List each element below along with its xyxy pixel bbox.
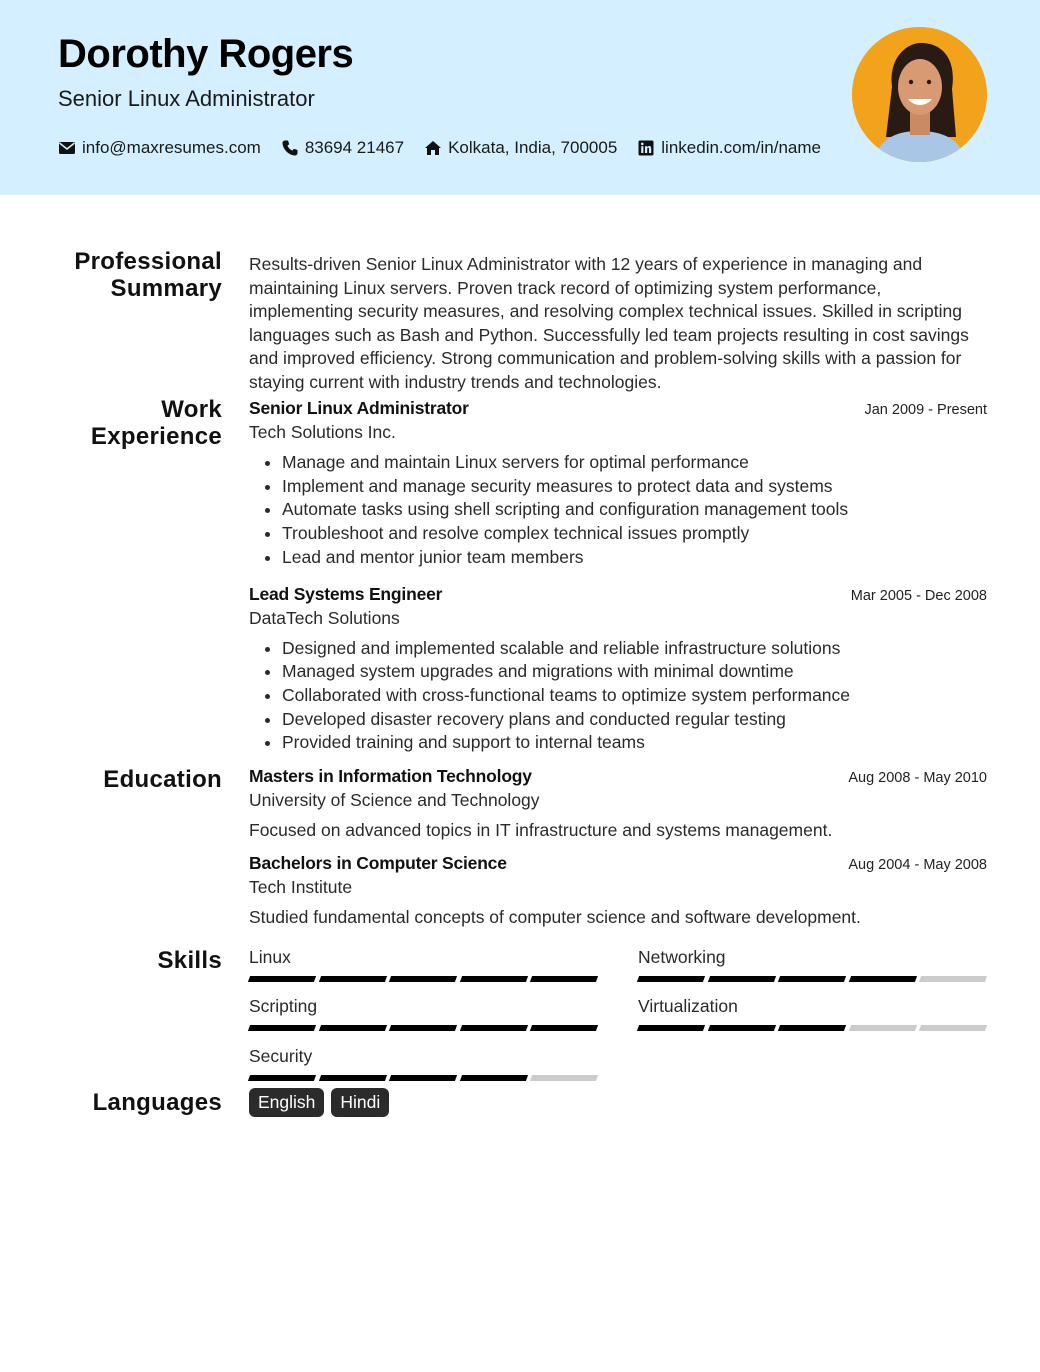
- skill-item: [249, 1046, 597, 1081]
- school-name: University of Science and Technology: [249, 790, 540, 810]
- skill-name: Networking: [638, 947, 726, 967]
- job-bullet: • Developed disaster recovery plans and conducted regular testing: [282, 708, 987, 732]
- resume-header: [0, 0, 1040, 195]
- language-badge: Hindi: [331, 1088, 389, 1117]
- skill-level-segment: [460, 976, 528, 982]
- skill-item: [249, 947, 597, 982]
- home-icon: [424, 139, 442, 157]
- job-entry: [249, 398, 987, 570]
- phone-icon: [281, 139, 299, 157]
- job-date: Mar 2005 - Dec 2008: [850, 587, 987, 604]
- skill-level-segment: [530, 1025, 598, 1031]
- contact-linkedin[interactable]: [637, 138, 821, 158]
- skill-level-bar: [249, 976, 597, 982]
- job-bullet: • Implement and manage security measures to protect data and systems: [282, 475, 987, 499]
- languages-heading: Languages: [92, 1089, 222, 1116]
- candidate-name: Dorothy Rogers: [58, 32, 354, 76]
- summary-heading-line1: Professional: [74, 248, 222, 275]
- skill-level-segment: [919, 976, 987, 982]
- profile-photo: [852, 27, 987, 162]
- skill-level-bar: [249, 1025, 597, 1031]
- job-date: Jan 2009 - Present: [864, 402, 987, 418]
- job-bullet: • Automate tasks using shell scripting and configuration management tools: [282, 498, 987, 522]
- degree-title: Bachelors in Computer Science: [249, 853, 507, 873]
- summary-heading: [22, 248, 222, 302]
- skill-level-segment: [319, 1075, 387, 1081]
- school-name: Tech Institute: [249, 877, 353, 897]
- education-heading: Education: [103, 766, 222, 793]
- contact-location: [424, 138, 617, 158]
- skill-level-segment: [389, 1025, 457, 1031]
- contact-email[interactable]: [58, 138, 261, 158]
- work-heading: [22, 396, 222, 450]
- skill-level-segment: [389, 1075, 457, 1081]
- skill-level-segment: [460, 1025, 528, 1031]
- education-entry: [249, 766, 987, 841]
- skill-item: [638, 947, 986, 982]
- education-date: Aug 2004 - May 2008: [848, 857, 987, 873]
- education-date: Aug 2008 - May 2010: [848, 770, 987, 786]
- job-bullet: • Lead and mentor junior team members: [282, 546, 987, 570]
- avatar: [852, 27, 987, 162]
- skill-name: Scripting: [249, 996, 318, 1016]
- skill-level-bar: [249, 1075, 597, 1081]
- skill-level-segment: [708, 1025, 776, 1031]
- education-entry: [249, 853, 987, 928]
- skill-name: Linux: [249, 947, 291, 967]
- job-bullet: • Manage and maintain Linux servers for optimal performance: [282, 451, 987, 475]
- skills-heading: Skills: [157, 947, 222, 974]
- skill-level-segment: [637, 1025, 705, 1031]
- skill-level-segment: [919, 1025, 987, 1031]
- skill-level-segment: [319, 976, 387, 982]
- envelope-icon: [58, 139, 76, 157]
- skill-level-bar: [638, 1025, 986, 1031]
- job-company: Tech Solutions Inc.: [249, 422, 396, 442]
- skill-level-segment: [530, 1075, 598, 1081]
- candidate-title: Senior Linux Administrator: [58, 86, 315, 111]
- skill-level-segment: [778, 1025, 846, 1031]
- job-bullet: • Troubleshoot and resolve complex technical issues promptly: [282, 522, 987, 546]
- job-entry: [249, 584, 987, 756]
- skill-level-segment: [319, 1025, 387, 1031]
- skill-level-segment: [460, 1075, 528, 1081]
- skill-level-segment: [708, 976, 776, 982]
- skill-level-segment: [637, 976, 705, 982]
- job-bullet: • Managed system upgrades and migrations with minimal downtime: [282, 660, 987, 684]
- skill-item: [249, 996, 597, 1031]
- skill-level-bar: [638, 976, 986, 982]
- contact-location-text: Kolkata, India, 700005: [448, 138, 618, 157]
- summary-text: Results-driven Senior Linux Administrator with 12 years of experience in managing and maintaining Linux servers. Proven track record of optimizing system performance, implementing security measures, and resolving complex technical issues. Skilled in scripting languages such as Bash and Python. Successfully led team projects resulting in cost savings and improved efficiency. Strong communication and problem-solving skills with a passion for staying current with industry trends and technologies.: [249, 254, 969, 392]
- degree-title: Masters in Information Technology: [249, 766, 532, 786]
- skill-level-segment: [778, 976, 846, 982]
- language-list: [249, 1088, 987, 1117]
- skill-level-segment: [248, 976, 316, 982]
- job-bullet: • Provided training and support to internal teams: [282, 731, 987, 755]
- job-company: DataTech Solutions: [249, 607, 400, 628]
- skill-level-segment: [248, 1075, 316, 1081]
- contact-email-text: info@maxresumes.com: [82, 138, 261, 157]
- contact-linkedin-text: linkedin.com/in/name: [661, 138, 821, 157]
- language-badge: English: [249, 1088, 324, 1117]
- skill-level-segment: [849, 976, 917, 982]
- skill-level-segment: [248, 1025, 316, 1031]
- linkedin-icon: [637, 139, 655, 157]
- contact-phone-text: 83694 21467: [304, 138, 405, 157]
- skills-grid: [249, 947, 987, 1087]
- education-description: Studied fundamental concepts of computer science and software development.: [249, 907, 861, 927]
- skill-level-segment: [530, 976, 598, 982]
- job-bullet: • Designed and implemented scalable and reliable infrastructure solutions: [282, 637, 987, 661]
- contact-phone[interactable]: [281, 138, 404, 158]
- job-bullets: [249, 637, 987, 756]
- job-bullet: • Collaborated with cross-functional teams to optimize system performance: [282, 684, 987, 708]
- skill-name: Security: [249, 1046, 313, 1066]
- job-bullets: [249, 451, 987, 570]
- work-heading-line2: Experience: [90, 423, 222, 450]
- contact-list: [58, 138, 821, 158]
- skill-name: Virtualization: [638, 996, 738, 1016]
- skill-level-segment: [389, 976, 457, 982]
- skill-level-segment: [849, 1025, 917, 1031]
- work-heading-line1: Work: [161, 396, 222, 423]
- job-title: Senior Linux Administrator: [249, 398, 469, 418]
- job-title: Lead Systems Engineer: [249, 583, 443, 604]
- education-description: Focused on advanced topics in IT infrastructure and systems management.: [249, 820, 833, 840]
- summary-heading-line2: Summary: [110, 275, 222, 302]
- skill-item: [638, 996, 986, 1031]
